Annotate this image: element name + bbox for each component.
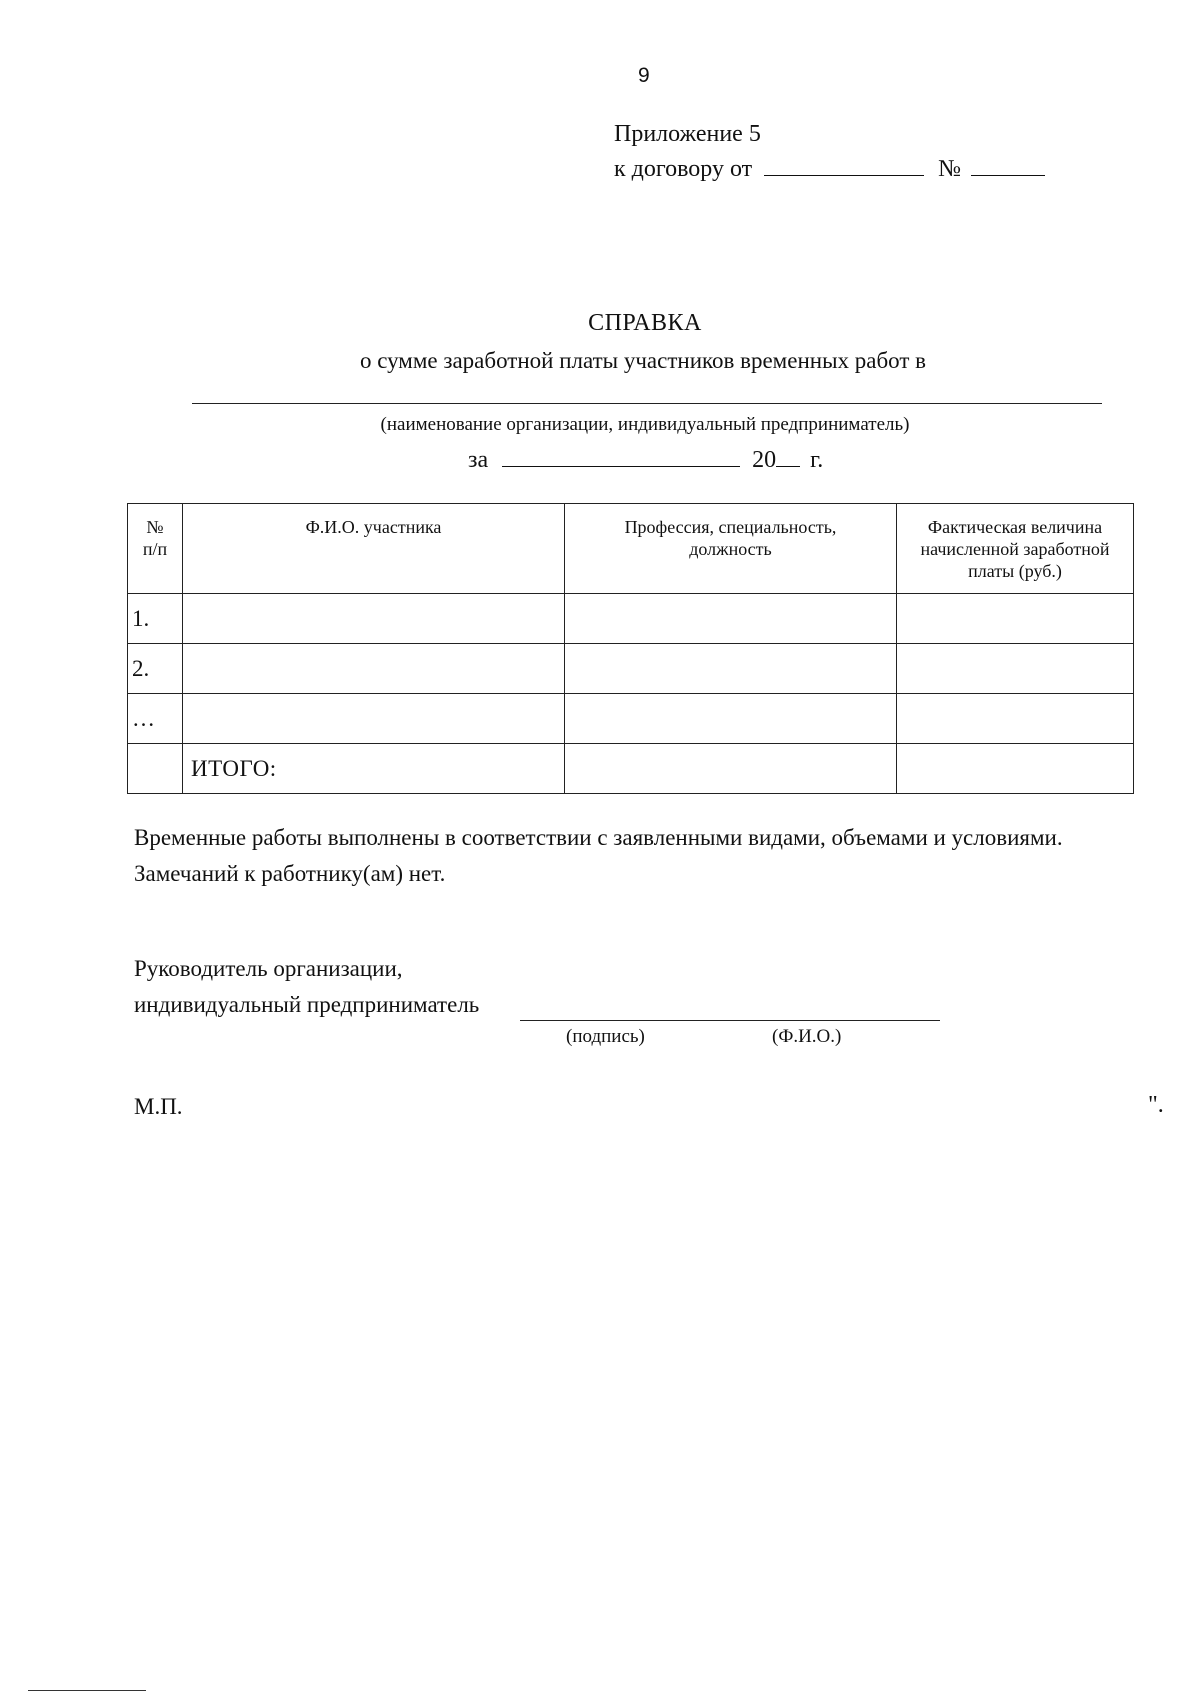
full-name-caption: (Ф.И.О.) xyxy=(772,1026,842,1047)
salary-amount-cell[interactable] xyxy=(897,594,1134,644)
number-sign: № xyxy=(938,156,962,182)
column-header-name: Ф.И.О. участника xyxy=(183,504,565,594)
total-profession-cell xyxy=(565,744,897,794)
annex-title: Приложение 5 xyxy=(614,121,761,147)
document-subtitle: о сумме заработной платы участников временных работ в xyxy=(359,348,927,373)
stamp-label: М.П. xyxy=(134,1094,183,1119)
year-blank[interactable] xyxy=(776,446,800,467)
period-blank[interactable] xyxy=(502,446,740,467)
participant-name-cell[interactable] xyxy=(183,694,565,744)
profession-cell[interactable] xyxy=(565,644,897,694)
total-number-cell xyxy=(128,744,183,794)
contract-prefix: к договору от xyxy=(614,156,753,182)
profession-cell[interactable] xyxy=(565,694,897,744)
year-prefix: 20 xyxy=(752,447,777,473)
row-number: … xyxy=(128,694,183,744)
salary-amount-cell[interactable] xyxy=(897,694,1134,744)
table-header-row xyxy=(128,504,1134,594)
total-amount-cell[interactable] xyxy=(897,744,1134,794)
total-label: ИТОГО: xyxy=(183,744,565,794)
period-prefix: за xyxy=(468,447,489,473)
signature-line[interactable] xyxy=(520,1020,940,1021)
scan-corner-mark xyxy=(28,1690,146,1691)
table-row xyxy=(128,644,1134,694)
table-row xyxy=(128,694,1134,744)
table-total-row xyxy=(128,744,1134,794)
salary-amount-cell[interactable] xyxy=(897,644,1134,694)
annex-contract-line xyxy=(614,155,1045,183)
organization-caption: (наименование организации, индивидуальный предприниматель) xyxy=(380,414,910,435)
closing-quote: ". xyxy=(1148,1092,1164,1118)
organization-name-line[interactable] xyxy=(192,403,1102,404)
signature-caption: (подпись) xyxy=(566,1026,645,1047)
year-suffix: г. xyxy=(810,447,824,473)
entrepreneur-label: индивидуальный предприниматель xyxy=(134,992,480,1017)
salary-table xyxy=(127,503,1134,794)
participant-name-cell[interactable] xyxy=(183,644,565,694)
column-header-number: № п/п xyxy=(128,504,183,594)
period-line xyxy=(468,446,823,474)
contract-date-blank[interactable] xyxy=(764,155,924,176)
row-number: 2. xyxy=(128,644,183,694)
contract-number-blank[interactable] xyxy=(971,155,1045,176)
participant-name-cell[interactable] xyxy=(183,594,565,644)
completion-statement: Временные работы выполнены в соответствии с заявленными видами, объемами и условиями. Замечаний к работнику(ам) нет. xyxy=(134,825,1063,886)
column-header-salary: Фактическая величина начисленной заработной платы (руб.) xyxy=(897,504,1134,594)
row-number: 1. xyxy=(128,594,183,644)
document-title: СПРАВКА xyxy=(588,310,702,336)
profession-cell[interactable] xyxy=(565,594,897,644)
table-row xyxy=(128,594,1134,644)
head-of-organization-label: Руководитель организации, xyxy=(134,956,403,981)
column-header-profession: Профессия, специальность, должность xyxy=(565,504,897,594)
page-number: 9 xyxy=(638,64,650,87)
